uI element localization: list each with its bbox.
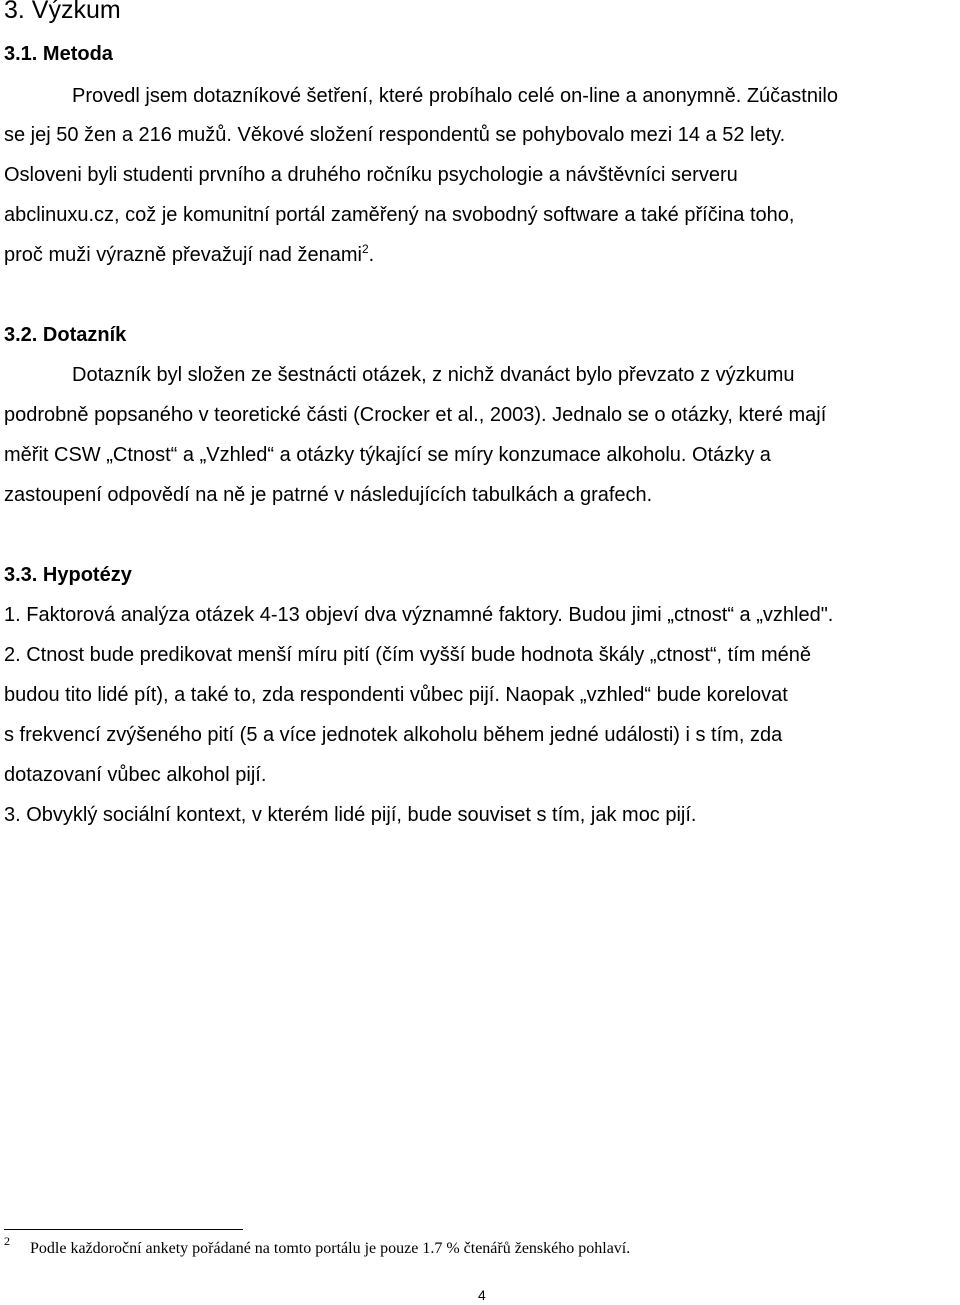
footnote-separator [4, 1229, 243, 1230]
footnote-reference: 2 [361, 242, 369, 256]
hypothesis-line: 3. Obvyklý sociální kontext, v kterém lidé pijí, bude souviset s tím, jak moc pijí. [4, 804, 697, 826]
footnote-number: 2 [4, 1234, 10, 1248]
footnote-text: Podle každoroční ankety pořádané na tomto portálu je pouze 1.7 % čtenářů ženského pohlaví. [30, 1240, 631, 1257]
section-title-metoda: 3.1. Metoda [4, 43, 113, 65]
hypothesis-line: 2. Ctnost bude predikovat menší míru pití (čím vyšší bude hodnota škály „ctnost“, tím méně [4, 644, 812, 666]
paragraph-line: se jej 50 žen a 216 mužů. Věkové složení respondentů se pohybovalo mezi 14 a 52 lety. [4, 124, 786, 146]
paragraph-line: zastoupení odpovědí na ně je patrné v následujících tabulkách a grafech. [4, 484, 653, 506]
page-number: 4 [478, 1287, 486, 1303]
paragraph-text: proč muži výrazně převažují nad ženami [4, 244, 362, 266]
hypothesis-line: s frekvencí zvýšeného pití (5 a více jednotek alkoholu během jedné události) i s tím, zda [4, 724, 783, 746]
paragraph-line: Dotazník byl složen ze šestnácti otázek, z nichž dvanáct bylo převzato z výzkumu [72, 364, 795, 386]
hypothesis-line: dotazovaní vůbec alkohol pijí. [4, 764, 267, 786]
section-title-dotaznik: 3.2. Dotazník [4, 324, 127, 346]
section-title-hypotezy: 3.3. Hypotézy [4, 564, 132, 586]
paragraph-line: podrobně popsaného v teoretické části (Crocker et al., 2003). Jednalo se o otázky, které mají [4, 404, 827, 426]
sentence-end: . [368, 244, 375, 266]
paragraph-line: abclinuxu.cz, což je komunitní portál zaměřený na svobodný software a také příčina toho, [4, 204, 795, 226]
paragraph-line: Provedl jsem dotazníkové šetření, které probíhalo celé on-line a anonymně. Zúčastnilo [72, 85, 838, 107]
paragraph-line: měřit CSW „Ctnost“ a „Vzhled“ a otázky týkající se míry konzumace alkoholu. Otázky a [4, 444, 771, 466]
paragraph-line: Osloveni byli studenti prvního a druhého ročníku psychologie a návštěvníci serveru [4, 164, 738, 186]
chapter-heading: 3. Výzkum [4, 0, 121, 24]
hypothesis-line: 1. Faktorová analýza otázek 4-13 objeví dva významné faktory. Budou jimi „ctnost“ a „vzhled". [4, 604, 834, 626]
hypothesis-line: budou tito lidé pít), a také to, zda respondenti vůbec pijí. Naopak „vzhled“ bude korelovat [4, 684, 788, 706]
paragraph-line [4, 241, 374, 269]
